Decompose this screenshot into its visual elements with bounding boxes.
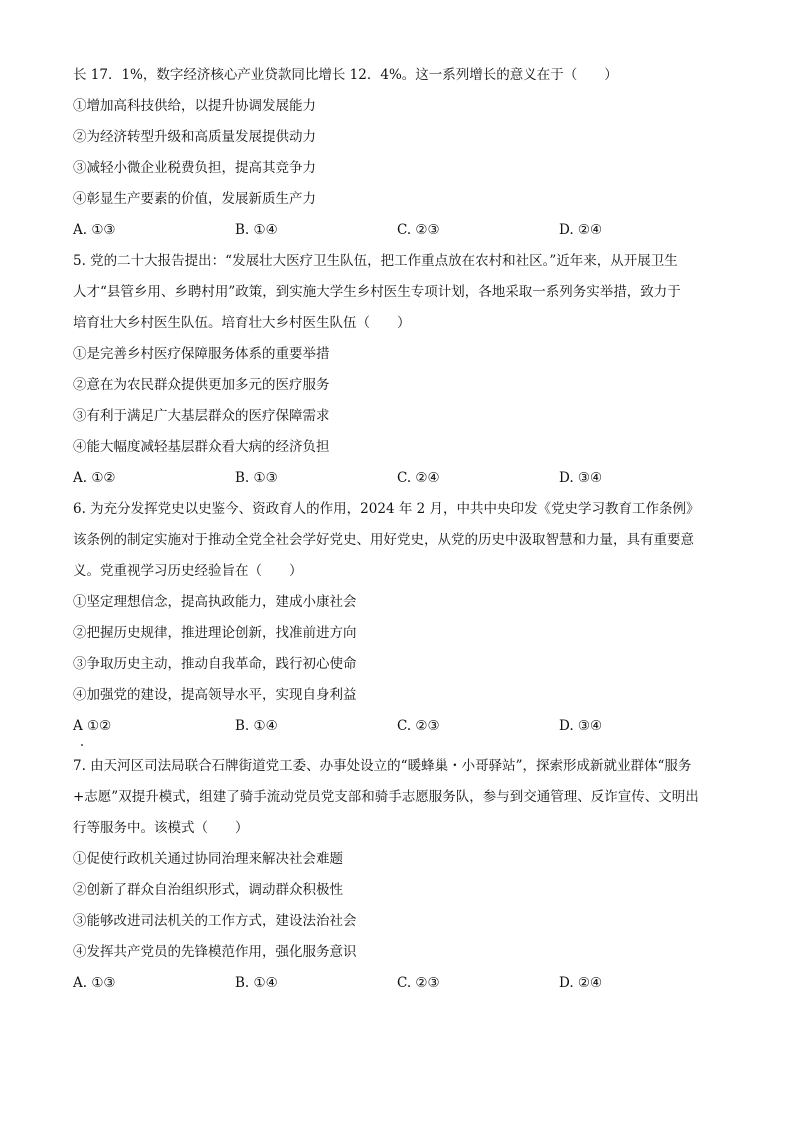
statement-4: ④发挥共产党员的先锋模范作用，强化服务意识 — [73, 944, 357, 960]
option-a: A. ①③ — [73, 222, 116, 238]
answer-options — [73, 218, 725, 249]
statement-4: ④彰显生产要素的价值，发展新质生产力 — [73, 191, 316, 207]
statement-4: ④能大幅度减轻基层群众看大病的经济负担 — [73, 439, 330, 455]
question-stem-line: 人才“县管乡用、乡聘村用”政策，到实施大学生乡村医生专项计划，各地采取一系列务实举措，致力于 — [73, 284, 681, 300]
question-stem-line: 该条例的制定实施对于推动全党全社会学好党史、用好党史，从党的历史中汲取智慧和力量，具有重要意 — [73, 532, 694, 548]
question-5 — [73, 249, 725, 497]
question-stem-line: 长 17．1%，数字经济核心产业贷款同比增长 12．4%。这一系列增长的意义在于（ ） — [73, 67, 618, 83]
document-page — [73, 63, 725, 1002]
question-stem-line: +志愿”双提升模式，组建了骑手流动党员党支部和骑手志愿服务队，参与到交通管理、反诈宣传、文明出 — [73, 789, 699, 805]
statement-2: ②为经济转型升级和高质量发展提供动力 — [73, 129, 316, 145]
option-a: A. ①② — [73, 470, 116, 486]
statement-1: ①坚定理想信念，提高执政能力，建成小康社会 — [73, 594, 357, 610]
statement-2: ②意在为农民群众提供更加多元的医疗服务 — [73, 377, 330, 393]
question-stem-line: 5. 党的二十大报告提出：“发展壮大医疗卫生队伍，把工作重点放在农村和社区。”近年来，从开展卫生 — [73, 253, 678, 269]
question-4 — [73, 63, 725, 249]
option-a: A ①② — [73, 718, 112, 734]
question-stem-line: 7. 由天河区司法局联合石牌街道党工委、办事处设立的“暖蜂巢・小哥驿站”，探索形成新就业群体“服务 — [73, 758, 692, 774]
answer-options — [73, 971, 725, 1002]
statement-1: ①促使行政机关通过协同治理来解决社会难题 — [73, 851, 343, 867]
question-stem-line: 6. 为充分发挥党史以史鉴今、资政育人的作用，2024 年 2 月，中共中央印发《党史学习教育工作条例》 — [73, 501, 700, 517]
question-stem-line: 义。党重视学习历史经验旨在（ ） — [73, 563, 303, 579]
option-a: A. ①③ — [73, 975, 116, 991]
option-d: D. ②④ — [559, 222, 603, 238]
statement-4: ④加强党的建设，提高领导水平，实现自身利益 — [73, 687, 357, 703]
option-b: B. ①④ — [235, 222, 278, 238]
question-7 — [73, 754, 725, 1002]
statement-1: ①增加高科技供给，以提升协调发展能力 — [73, 98, 316, 114]
statement-3: ③减轻小微企业税费负担，提高其竞争力 — [73, 160, 316, 176]
statement-3: ③能够改进司法机关的工作方式，建设法治社会 — [73, 913, 357, 929]
option-b: B. ①④ — [235, 975, 278, 991]
option-d: D. ②④ — [559, 975, 603, 991]
statement-2: ②创新了群众自治组织形式，调动群众积极性 — [73, 882, 343, 898]
option-d: D. ③④ — [559, 718, 603, 734]
option-d: D. ③④ — [559, 470, 603, 486]
option-b: B. ①④ — [235, 718, 278, 734]
answer-options — [73, 714, 725, 745]
question-stem-line: 培育壮大乡村医生队伍。培育壮大乡村医生队伍（ ） — [73, 315, 411, 331]
option-c: C. ②③ — [397, 975, 440, 991]
statement-1: ①是完善乡村医疗保障服务体系的重要举措 — [73, 346, 330, 362]
stray-dot — [81, 744, 83, 746]
statement-3: ③有利于满足广大基层群众的医疗保障需求 — [73, 408, 330, 424]
answer-options — [73, 466, 725, 497]
option-b: B. ①③ — [235, 470, 278, 486]
option-c: C. ②③ — [397, 718, 440, 734]
question-6 — [73, 497, 725, 745]
question-stem-line: 行等服务中。该模式（ ） — [73, 820, 249, 836]
statement-3: ③争取历史主动，推动自我革命，践行初心使命 — [73, 656, 357, 672]
statement-2: ②把握历史规律，推进理论创新，找准前进方向 — [73, 625, 357, 641]
option-c: C. ②④ — [397, 470, 440, 486]
option-c: C. ②③ — [397, 222, 440, 238]
